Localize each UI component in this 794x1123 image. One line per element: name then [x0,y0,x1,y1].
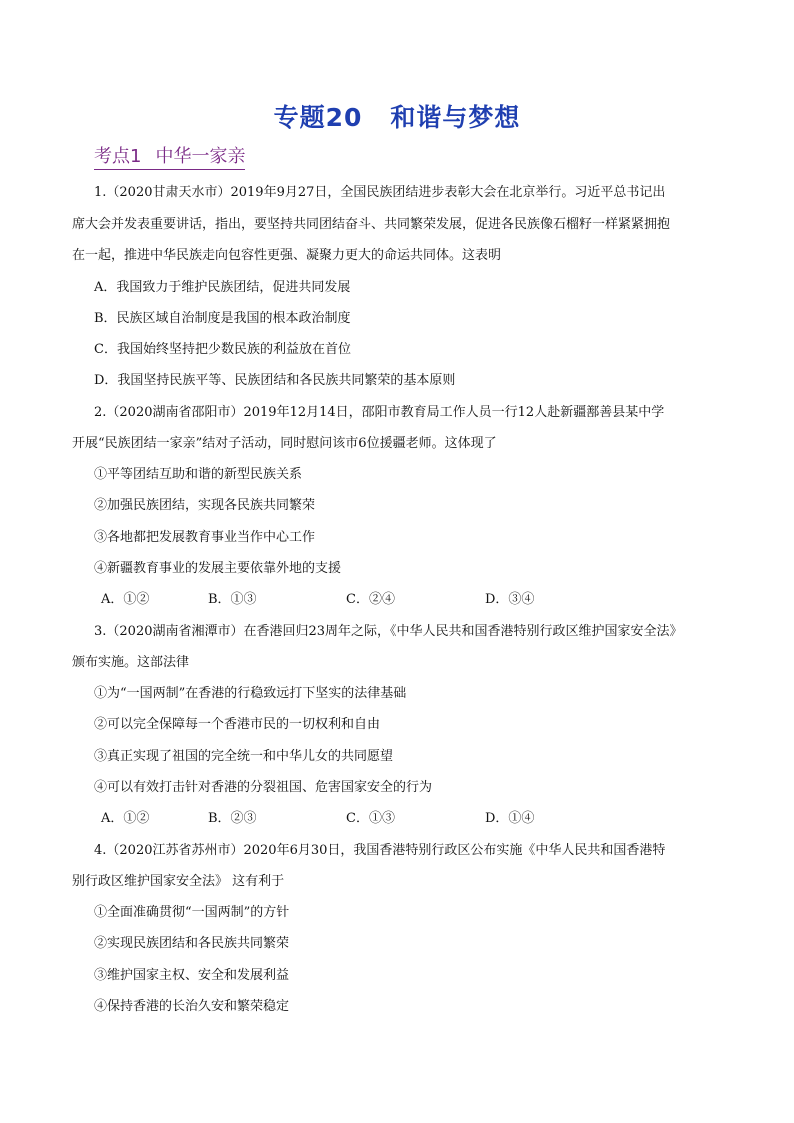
question-4-item-1: ①全面准确贯彻“一国两制”的方针 [94,905,290,920]
question-4-item-4: ④保持香港的长治久安和繁荣稳定 [94,999,290,1014]
question-2-line-2: 开展“民族团结一家亲”结对子活动，同时慰问该市6位援疆老师。这体现了 [72,436,497,451]
question-2-line-1: 2.（2020湖南省邵阳市）2019年12月14日，邵阳市教育局工作人员一行12人赴新疆鄯善县某中学 [94,405,665,420]
question-2-item-2: ②加强民族团结，实现各民族共同繁荣 [94,498,316,513]
section-heading [94,146,245,170]
question-4-item-3: ③维护国家主权、安全和发展利益 [94,968,290,983]
question-2-choice-a: A．①② [101,592,150,607]
question-2-choice-b: B．①③ [208,592,257,607]
title-name: 和谐与梦想 [390,103,521,132]
title-topic: 专题20 [273,103,363,132]
question-2-choice-d: D．③④ [485,592,535,607]
question-3-item-2: ②可以完全保障每一个香港市民的一切权利和自由 [94,717,381,732]
question-1-line-2: 席大会并发表重要讲话，指出，要坚持共同团结奋斗、共同繁荣发展，促进各民族像石榴籽一样紧紧拥抱 [72,217,671,232]
question-2-choice-c: C．②④ [346,592,395,607]
question-3-line-1: 3.（2020湖南省湘潭市）在香港回归23周年之际，《中华人民共和国香港特别行政区维护国家安全法》 [94,624,683,639]
question-3-choice-b: B．②③ [208,811,257,826]
question-1-line-3: 在一起，推进中华民族走向包容性更强、凝聚力更大的命运共同体。这表明 [72,248,502,263]
question-3-line-2: 颁布实施。这部法律 [72,655,190,670]
question-3-choice-c: C．①③ [346,811,395,826]
question-1-option-a: A．我国致力于维护民族团结，促进共同发展 [94,280,351,295]
question-4-line-1: 4.（2020江苏省苏州市）2020年6月30日，我国香港特别行政区公布实施《中华人民共和国香港特 [94,843,666,858]
question-4-item-2: ②实现民族团结和各民族共同繁荣 [94,936,290,951]
question-2-item-1: ①平等团结互助和谐的新型民族关系 [94,467,303,482]
question-2-item-3: ③各地都把发展教育事业当作中心工作 [94,530,316,545]
question-3-choice-a: A．①② [101,811,150,826]
question-3-item-3: ③真正实现了祖国的完全统一和中华儿女的共同愿望 [94,749,394,764]
question-3-item-1: ①为“一国两制”在香港的行稳致远打下坚实的法律基础 [94,686,407,701]
section-name: 中华一家亲 [155,146,246,167]
question-3-item-4: ④可以有效打击针对香港的分裂祖国、危害国家安全的行为 [94,780,433,795]
question-2-item-4: ④新疆教育事业的发展主要依靠外地的支援 [94,561,342,576]
question-3-choice-d: D．①④ [485,811,535,826]
page-title [0,98,794,134]
section-number: 考点1 [94,146,142,167]
question-1-option-c: C．我国始终坚持把少数民族的利益放在首位 [94,342,351,357]
question-1-line-1: 1.（2020甘肃天水市）2019年9月27日，全国民族团结进步表彰大会在北京举行。习近平总书记出 [94,185,666,200]
question-1-option-d: D．我国坚持民族平等、民族团结和各民族共同繁荣的基本原则 [94,373,456,388]
question-4-line-2: 别行政区维护国家安全法》 这有利于 [72,874,285,889]
question-1-option-b: B．民族区域自治制度是我国的根本政治制度 [94,311,351,326]
